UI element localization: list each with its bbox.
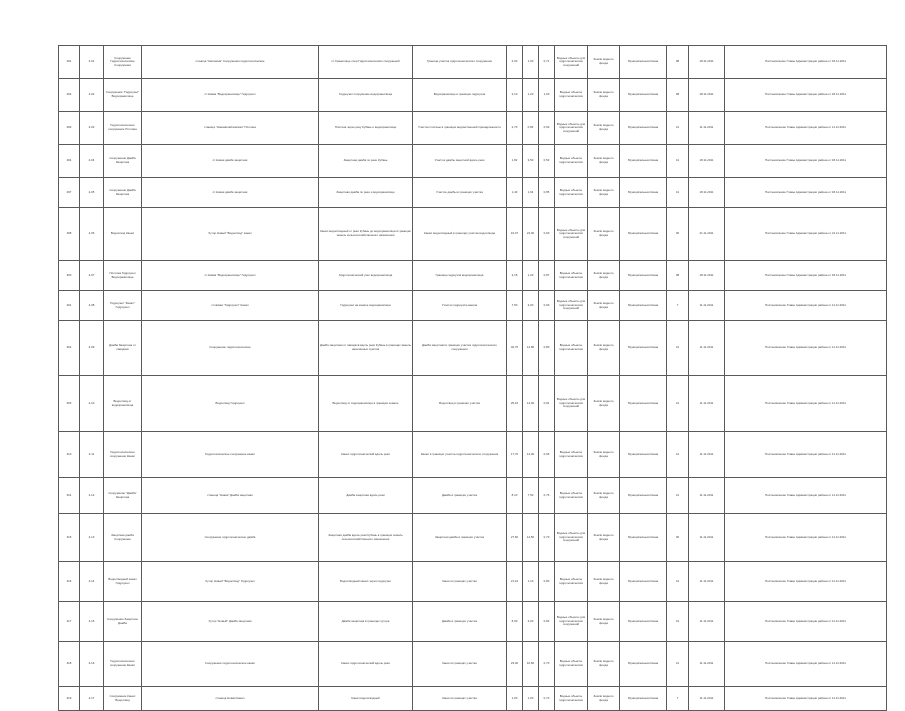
cell-document: Постановление Главы Администрации района от 18.11.2011 bbox=[725, 145, 887, 178]
cell-number: 300 bbox=[59, 261, 80, 291]
cell-description: Защитная дамба вдоль реки Кубань в границах земель сельскохозяйственного назначения bbox=[319, 514, 413, 562]
cell-code: 4-10 bbox=[80, 376, 104, 432]
cell-boundaries: Дамба в границах участка bbox=[413, 602, 507, 642]
cell-code: 4-07 bbox=[80, 261, 104, 291]
cell-width: 0,93 bbox=[539, 291, 555, 321]
cell-document: Постановление Главы Администрации района от 11.11.2011 bbox=[725, 321, 887, 376]
cell-name: Дамба Защитная от паводков bbox=[104, 321, 142, 376]
cell-category: Земли водного фонда bbox=[588, 514, 620, 562]
cell-address: станица "Новая" Дамба защитная bbox=[142, 478, 319, 514]
cell-document: Постановление Главы Администрации района от 11.11.2011 bbox=[725, 432, 887, 478]
cell-date: 21.11.2011 bbox=[689, 208, 725, 261]
cell-address: Гидротехническое сооружение канал bbox=[142, 432, 319, 478]
cell-number: 293 bbox=[59, 112, 80, 145]
cell-description: Защитная дамба по реке Кубань bbox=[319, 145, 413, 178]
cell-width: 0,70 bbox=[539, 514, 555, 562]
cell-address: ст.Новая "Гидроузел" Канал bbox=[142, 291, 319, 321]
cell-area: 25,10 bbox=[507, 376, 523, 432]
cell-description: Водоотвод от водохранилища в границах земель bbox=[319, 376, 413, 432]
cell-length: 3,50 bbox=[523, 145, 539, 178]
cell-number: 315 bbox=[59, 514, 80, 562]
cell-category: Земли водного фонда bbox=[588, 261, 620, 291]
cell-address: Хутор "Новый" Дамба защитная bbox=[142, 602, 319, 642]
table-row bbox=[59, 514, 887, 562]
cell-boundaries: Участок плотины в границах ведомственной принадлежности bbox=[413, 112, 507, 145]
cell-category: Земли водного фонда bbox=[588, 562, 620, 602]
cell-boundaries: Дамба защитная в границах участка гидротехнического сооружения bbox=[413, 321, 507, 376]
cell-boundaries: Граница участка гидротехнического сооружения bbox=[413, 46, 507, 79]
cell-length: 14,50 bbox=[523, 514, 539, 562]
cell-doc-number: 41 bbox=[667, 432, 689, 478]
cell-length: 14,00 bbox=[523, 432, 539, 478]
cell-purpose: Водные объекты для гидротехнических сооружений bbox=[555, 376, 588, 432]
cell-length: 1,20 bbox=[523, 261, 539, 291]
cell-name: Сооружение Канал Водоотвод bbox=[104, 687, 142, 711]
cell-number: 314 bbox=[59, 478, 80, 514]
cell-description: Дамба защитная в границах хутора bbox=[319, 602, 413, 642]
cell-owner: Муниципальная Казна bbox=[620, 432, 667, 478]
cell-code: 4-08 bbox=[80, 291, 104, 321]
cell-address: Водоотвод Гидроузел bbox=[142, 376, 319, 432]
cell-width: 0,53 bbox=[539, 145, 555, 178]
cell-boundaries: Дамба в границах участка bbox=[413, 478, 507, 514]
cell-date: 11.11.2011 bbox=[689, 376, 725, 432]
cell-area: 2,00 bbox=[507, 46, 523, 79]
cell-number: 294 bbox=[59, 145, 80, 178]
cell-date: 11.11.2011 bbox=[689, 432, 725, 478]
cell-area: 3,10 bbox=[507, 79, 523, 112]
cell-date: 11.11.2011 bbox=[689, 112, 725, 145]
cell-date: 11.11.2011 bbox=[689, 514, 725, 562]
cell-width: 0,82 bbox=[539, 602, 555, 642]
cell-area: 1,82 bbox=[507, 145, 523, 178]
cell-name: Сооружение Дамба Защитная bbox=[104, 178, 142, 208]
cell-description: гл.Хранилище соор.Гидротехнических сооружений bbox=[319, 46, 413, 79]
cell-description: Плотина через реку Кубань и водохранилище bbox=[319, 112, 413, 145]
cell-number: 298 bbox=[59, 208, 80, 261]
cell-name: Гидротехническое сооружение Канал bbox=[104, 642, 142, 687]
cell-boundaries: Канал в границах участка bbox=[413, 562, 507, 602]
table-row bbox=[59, 79, 887, 112]
cell-date: 11.11.2011 bbox=[689, 321, 725, 376]
cell-doc-number: 41 bbox=[667, 478, 689, 514]
cell-name: Водоотвод от водохранилища bbox=[104, 376, 142, 432]
table-row bbox=[59, 261, 887, 291]
cell-width: 0,81 bbox=[539, 376, 555, 432]
cell-width: 0,80 bbox=[539, 321, 555, 376]
cell-category: Земли водного фонда bbox=[588, 208, 620, 261]
cell-owner: Муниципальная Казна bbox=[620, 321, 667, 376]
cell-name: Сооружение "Дамба" Защитная bbox=[104, 478, 142, 514]
cell-area: 3,15 bbox=[507, 261, 523, 291]
cell-document: Постановление Главы Администрации района от 11.11.2011 bbox=[725, 112, 887, 145]
cell-width: 0,85 bbox=[539, 178, 555, 208]
cell-boundaries: Водохранилище в границах гидроузла bbox=[413, 79, 507, 112]
cell-purpose: Водные объекты гидротехнических bbox=[555, 562, 588, 602]
cell-document: Постановление Главы Администрации района от 11.11.2011 bbox=[725, 602, 887, 642]
cell-length: 0,84 bbox=[523, 112, 539, 145]
cell-document: Постановление Главы Администрации района от 11.11.2011 bbox=[725, 562, 887, 602]
cell-length: 3,00 bbox=[523, 291, 539, 321]
cell-width: 0,60 bbox=[539, 208, 555, 261]
cell-document: Постановление Главы Администрации района от 21.11.2011 bbox=[725, 208, 887, 261]
cell-name: Гидротехническое сооружение Плотина bbox=[104, 112, 142, 145]
cell-owner: Муниципальная Казна bbox=[620, 208, 667, 261]
cell-purpose: Водные объекты для гидротехнических сооружений bbox=[555, 602, 588, 642]
cell-date: 11.11.2011 bbox=[689, 562, 725, 602]
cell-address: станица "Калинина" Сооружения гидротехнические bbox=[142, 46, 319, 79]
cell-code: 4-14 bbox=[80, 562, 104, 602]
cell-address: Хутор Новый "Водоотвод" Гидроузел bbox=[142, 562, 319, 602]
table-row bbox=[59, 208, 887, 261]
cell-number: 317 bbox=[59, 602, 80, 642]
table-row bbox=[59, 376, 887, 432]
cell-owner: Муниципальная Казна bbox=[620, 687, 667, 711]
cell-code: 4-02 bbox=[80, 79, 104, 112]
table-row bbox=[59, 178, 887, 208]
cell-description: Дамба защитная от паводков вдоль реки Кубань в границах земель населённых пунктов bbox=[319, 321, 413, 376]
cell-number: 319 bbox=[59, 687, 80, 711]
cell-purpose: Водные объекты для гидротехнических сооружений bbox=[555, 291, 588, 321]
cell-boundaries: Защитная дамба в границах участка bbox=[413, 514, 507, 562]
cell-owner: Муниципальная Казна bbox=[620, 112, 667, 145]
cell-number: 318 bbox=[59, 642, 80, 687]
cell-owner: Муниципальная Казна bbox=[620, 46, 667, 79]
cell-doc-number: 41 bbox=[667, 562, 689, 602]
cell-area: 7,50 bbox=[507, 291, 523, 321]
cell-purpose: Водные объекты для гидротехнических сооружений bbox=[555, 208, 588, 261]
cell-owner: Муниципальная Казна bbox=[620, 602, 667, 642]
cell-code: 4-06 bbox=[80, 208, 104, 261]
cell-boundaries: Канал в границах участка bbox=[413, 642, 507, 687]
cell-doc-number: 38 bbox=[667, 79, 689, 112]
cell-doc-number: 38 bbox=[667, 46, 689, 79]
cell-owner: Муниципальная Казна bbox=[620, 261, 667, 291]
cell-name: Гидроузел "Канал" Гидроузел bbox=[104, 291, 142, 321]
cell-description: Дамба защитная вдоль реки bbox=[319, 478, 413, 514]
cell-code: 4-17 bbox=[80, 687, 104, 711]
cell-area: 23,40 bbox=[507, 642, 523, 687]
cell-width: 0,70 bbox=[539, 687, 555, 711]
cell-description: Гидроузел сооружение водохранилища bbox=[319, 79, 413, 112]
cell-width: 0,71 bbox=[539, 46, 555, 79]
cell-area: 1,40 bbox=[507, 178, 523, 208]
table-body bbox=[59, 46, 887, 711]
cell-owner: Муниципальная Казна bbox=[620, 478, 667, 514]
cell-address: Сооружение гидротехническое дамба bbox=[142, 514, 319, 562]
cell-document: Постановление Главы Администрации района от 11.11.2011 bbox=[725, 376, 887, 432]
cell-category: Земли водного фонда bbox=[588, 478, 620, 514]
cell-boundaries: Водоотвод в границах участка bbox=[413, 376, 507, 432]
cell-width: 0,80 bbox=[539, 562, 555, 602]
cell-width: 1,00 bbox=[539, 79, 555, 112]
cell-width: 0,93 bbox=[539, 112, 555, 145]
cell-document: Постановление Главы Администрации района от 18.11.2011 bbox=[725, 178, 887, 208]
cell-description: Канал гидротехнический вдоль реки bbox=[319, 642, 413, 687]
cell-length: 1,10 bbox=[523, 562, 539, 602]
cell-date: 18.11.2011 bbox=[689, 79, 725, 112]
cell-name: Плотина Гидроузел Водохранилище bbox=[104, 261, 142, 291]
table-row bbox=[59, 602, 887, 642]
cell-date: 18.11.2011 bbox=[689, 145, 725, 178]
cell-doc-number: 31 bbox=[667, 321, 689, 376]
cell-number: 316 bbox=[59, 562, 80, 602]
cell-owner: Муниципальная Казна bbox=[620, 376, 667, 432]
cell-name: Сооружение "Гидроузел" Водохранилище bbox=[104, 79, 142, 112]
cell-purpose: Водные объекты гидротехнических bbox=[555, 261, 588, 291]
cell-doc-number: 41 bbox=[667, 642, 689, 687]
cell-purpose: Водные объекты гидротехнических bbox=[555, 145, 588, 178]
cell-area: 17,70 bbox=[507, 432, 523, 478]
table-row bbox=[59, 432, 887, 478]
cell-purpose: Водные объекты гидротехнических bbox=[555, 178, 588, 208]
cell-name: Сооружение Дамба Защитная bbox=[104, 145, 142, 178]
cell-boundaries: Канал водоотводный в границах участка водоотвода bbox=[413, 208, 507, 261]
cell-number: 310 bbox=[59, 432, 80, 478]
cell-description: Канал водоотводный bbox=[319, 687, 413, 711]
cell-code: 4-09 bbox=[80, 321, 104, 376]
cell-owner: Муниципальная Казна bbox=[620, 562, 667, 602]
cell-length: 1,00 bbox=[523, 687, 539, 711]
cell-doc-number: 41 bbox=[667, 178, 689, 208]
cell-category: Земли водного фонда bbox=[588, 321, 620, 376]
cell-code: 4-01 bbox=[80, 46, 104, 79]
cell-area: 27,60 bbox=[507, 514, 523, 562]
cell-area: 21,10 bbox=[507, 562, 523, 602]
table-row bbox=[59, 642, 887, 687]
cell-doc-number: 41 bbox=[667, 112, 689, 145]
table-row bbox=[59, 562, 887, 602]
cell-category: Земли водного фонда bbox=[588, 602, 620, 642]
cell-owner: Муниципальная Казна bbox=[620, 514, 667, 562]
cell-purpose: Водные объекты гидротехнических bbox=[555, 79, 588, 112]
cell-address: ст.Новая дамба защитная bbox=[142, 145, 319, 178]
cell-description: Канал гидротехнический вдоль реки bbox=[319, 432, 413, 478]
cell-address: Сооружение гидротехническое канал bbox=[142, 642, 319, 687]
cell-purpose: Водные объекты для гидротехнических сооружений bbox=[555, 112, 588, 145]
cell-document: Постановление Главы Администрации района от 11.11.2011 bbox=[725, 291, 887, 321]
cell-code: 4-13 bbox=[80, 514, 104, 562]
cell-boundaries: Канал в границах участка гидротехнического сооружения bbox=[413, 432, 507, 478]
table-row bbox=[59, 291, 887, 321]
cell-name: Сооружение Защитное Дамба bbox=[104, 602, 142, 642]
cell-width: 0,76 bbox=[539, 478, 555, 514]
table-row bbox=[59, 687, 887, 711]
cell-code: 4-04 bbox=[80, 145, 104, 178]
cell-owner: Муниципальная Казна bbox=[620, 291, 667, 321]
cell-code: 4-16 bbox=[80, 642, 104, 687]
cell-address: Сооружение гидротехническое bbox=[142, 321, 319, 376]
cell-date: 11.11.2011 bbox=[689, 642, 725, 687]
cell-owner: Муниципальная Казна bbox=[620, 79, 667, 112]
cell-purpose: Водные объекты гидротехнических bbox=[555, 321, 588, 376]
cell-description: Канал водоотводный от реки Кубань до водохранилища в границах земель сельскохозяйственного назначения bbox=[319, 208, 413, 261]
cell-length: 7,50 bbox=[523, 478, 539, 514]
cell-category: Земли водного фонда bbox=[588, 79, 620, 112]
cell-description: Гидротехнический узел водохранилища bbox=[319, 261, 413, 291]
cell-length: 10,60 bbox=[523, 642, 539, 687]
cell-doc-number: 41 bbox=[667, 376, 689, 432]
cell-category: Земли водного фонда bbox=[588, 687, 620, 711]
cell-category: Земли водного фонда bbox=[588, 432, 620, 478]
cell-length: 12,80 bbox=[523, 321, 539, 376]
cell-length: 24,30 bbox=[523, 208, 539, 261]
cell-doc-number: 41 bbox=[667, 145, 689, 178]
cell-category: Земли водного фонда bbox=[588, 291, 620, 321]
registry-table-wrapper bbox=[58, 45, 886, 711]
cell-area: 46,70 bbox=[507, 321, 523, 376]
table-row bbox=[59, 145, 887, 178]
cell-document: Постановление Главы Администрации района от 11.11.2011 bbox=[725, 642, 887, 687]
cell-boundaries: Участок дамбы в границах участка bbox=[413, 178, 507, 208]
cell-name: Водоотводный канал Гидроузел bbox=[104, 562, 142, 602]
cell-document: Постановление Главы Администрации района от 11.11.2011 bbox=[725, 478, 887, 514]
cell-purpose: Водные объекты гидротехнических bbox=[555, 432, 588, 478]
cell-length: 3,20 bbox=[523, 602, 539, 642]
cell-date: 11.11.2011 bbox=[689, 291, 725, 321]
cell-code: 4-12 bbox=[80, 478, 104, 514]
cell-name: Гидротехническое сооружение Канал bbox=[104, 432, 142, 478]
cell-doc-number: 31 bbox=[667, 602, 689, 642]
cell-area: 2,70 bbox=[507, 112, 523, 145]
cell-name: Сооружение Гидротехнические Сооружения bbox=[104, 46, 142, 79]
cell-area: 8,00 bbox=[507, 602, 523, 642]
cell-area: 16,07 bbox=[507, 208, 523, 261]
cell-date: 11.11.2011 bbox=[689, 687, 725, 711]
cell-date: 18.11.2011 bbox=[689, 46, 725, 79]
cell-area: 8,10 bbox=[507, 478, 523, 514]
cell-date: 11.11.2011 bbox=[689, 602, 725, 642]
cell-owner: Муниципальная Казна bbox=[620, 642, 667, 687]
cell-boundaries: Канал в границах участка bbox=[413, 687, 507, 711]
cell-name: Водоотвод Канал bbox=[104, 208, 142, 261]
cell-length: 1,00 bbox=[523, 46, 539, 79]
cell-description: Водоотводный канал через гидроузел bbox=[319, 562, 413, 602]
cell-boundaries: Участок дамбы защитной вдоль реки bbox=[413, 145, 507, 178]
cell-address: ст.Новая "Водохранилище" Гидроузел bbox=[142, 261, 319, 291]
cell-address: Хутор Новый "Водоотвод" канал bbox=[142, 208, 319, 261]
cell-number: 301 bbox=[59, 291, 80, 321]
cell-description: Гидроузел на канале водохранилища bbox=[319, 291, 413, 321]
table-row bbox=[59, 112, 887, 145]
cell-number: 291 bbox=[59, 46, 80, 79]
cell-code: 4-05 bbox=[80, 178, 104, 208]
cell-date: 11.11.2011 bbox=[689, 478, 725, 514]
cell-document: Постановление Главы Администрации района от 18.11.2011 bbox=[725, 79, 887, 112]
cell-document: Постановление Главы Администрации района от 11.11.2011 bbox=[725, 687, 887, 711]
cell-code: 4-11 bbox=[80, 432, 104, 478]
cell-purpose: Водные объекты гидротехнических bbox=[555, 478, 588, 514]
cell-document: Постановление Главы Администрации района от 11.11.2011 bbox=[725, 514, 887, 562]
cell-owner: Муниципальная Казна bbox=[620, 178, 667, 208]
cell-address: станица "Новомихайловская" Плотина bbox=[142, 112, 319, 145]
cell-width: 0,66 bbox=[539, 432, 555, 478]
cell-code: 4-15 bbox=[80, 602, 104, 642]
cell-category: Земли водного фонда bbox=[588, 46, 620, 79]
cell-owner: Муниципальная Казна bbox=[620, 145, 667, 178]
cell-category: Земли водного фонда bbox=[588, 145, 620, 178]
cell-purpose: Водные объекты для гидротехнических сооружений bbox=[555, 514, 588, 562]
cell-category: Земли водного фонда bbox=[588, 642, 620, 687]
cell-width: 0,87 bbox=[539, 261, 555, 291]
cell-width: 0,70 bbox=[539, 642, 555, 687]
cell-doc-number: 38 bbox=[667, 261, 689, 291]
cell-purpose: Водные объекты гидротехнических bbox=[555, 642, 588, 687]
registry-table bbox=[58, 45, 887, 711]
cell-number: 303 bbox=[59, 376, 80, 432]
cell-description: Защитная дамба по реке и водохранилище bbox=[319, 178, 413, 208]
cell-category: Земли водного фонда bbox=[588, 112, 620, 145]
cell-purpose: Водные объекты для гидротехнических сооружений bbox=[555, 46, 588, 79]
cell-doc-number: 7 bbox=[667, 291, 689, 321]
cell-address: станица Новая Канал bbox=[142, 687, 319, 711]
cell-length: 1,20 bbox=[523, 79, 539, 112]
table-row bbox=[59, 478, 887, 514]
table-row bbox=[59, 46, 887, 79]
cell-address: ст.Новая "Водохранилище" Гидроузел bbox=[142, 79, 319, 112]
cell-length: 14,00 bbox=[523, 376, 539, 432]
cell-category: Земли водного фонда bbox=[588, 376, 620, 432]
cell-number: 292 bbox=[59, 79, 80, 112]
cell-address: ст.Новая дамба защитная bbox=[142, 178, 319, 208]
cell-document: Постановление Главы Администрации района от 18.11.2011 bbox=[725, 46, 887, 79]
cell-number: 302 bbox=[59, 321, 80, 376]
cell-date: 18.11.2011 bbox=[689, 178, 725, 208]
cell-area: 1,00 bbox=[507, 687, 523, 711]
cell-boundaries: Участок гидроузла канала bbox=[413, 291, 507, 321]
cell-document: Постановление Главы Администрации района от 18.11.2011 bbox=[725, 261, 887, 291]
cell-name: Защитная дамба Сооружение bbox=[104, 514, 142, 562]
table-row bbox=[59, 321, 887, 376]
cell-date: 18.11.2011 bbox=[689, 261, 725, 291]
cell-length: 1,64 bbox=[523, 178, 539, 208]
cell-doc-number: 30 bbox=[667, 514, 689, 562]
cell-code: 4-03 bbox=[80, 112, 104, 145]
cell-doc-number: 7 bbox=[667, 687, 689, 711]
cell-boundaries: Граница гидроузла водохранилища bbox=[413, 261, 507, 291]
cell-category: Земли водного фонда bbox=[588, 178, 620, 208]
cell-doc-number: 30 bbox=[667, 208, 689, 261]
cell-purpose: Водные объекты гидротехнических bbox=[555, 687, 588, 711]
cell-number: 297 bbox=[59, 178, 80, 208]
